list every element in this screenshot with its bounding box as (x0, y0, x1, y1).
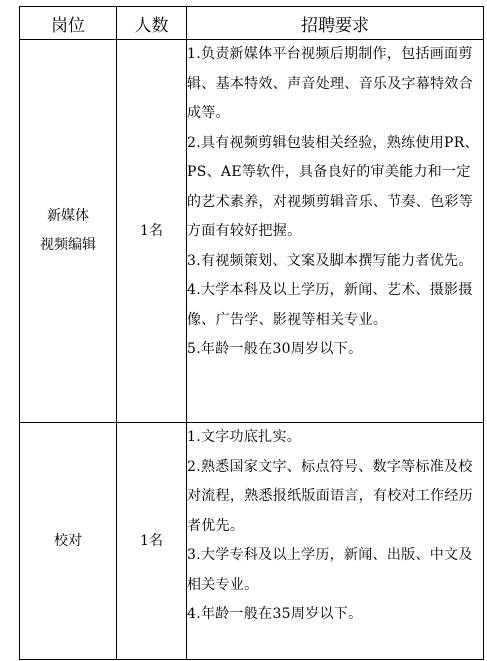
requirements-cell (187, 40, 484, 423)
requirement-item: 3.大学专科及以上学历，新闻、出版、中文及相关专业。 (187, 547, 473, 593)
count-cell: 1名 (117, 40, 187, 423)
table-row (20, 423, 484, 660)
requirement-item: 3.有视频策划、文案及脚本撰写能力者优先。 (187, 252, 473, 269)
requirement-item: 1.负责新媒体平台视频后期制作，包括画面剪辑、基本特效、声音处理、音乐及字幕特效合成等。 (187, 46, 473, 121)
position-name-line: 校对 (54, 532, 82, 549)
requirement-item: 2.具有视频剪辑包装相关经验，熟练使用PR、PS、AE等软件，具备良好的审美能力和一定的艺术素养，对视频剪辑音乐、节奏、色彩等方面有较好把握。 (187, 134, 479, 239)
requirement-item: 4.年龄一般在35周岁以下。 (187, 606, 363, 622)
header-position: 岗位 (20, 7, 117, 40)
requirement-item: 4.大学本科及以上学历，新闻、艺术、摄影摄像、广告学、影视等相关专业。 (187, 282, 473, 328)
position-cell (20, 40, 117, 423)
header-count: 人数 (117, 7, 187, 40)
requirement-item: 5.年龄一般在30周岁以下。 (187, 341, 363, 357)
position-name-line: 视频编辑 (40, 237, 96, 253)
count-cell: 1名 (117, 423, 187, 660)
requirement-item: 1.文字功底扎实。 (187, 429, 302, 445)
position-cell (20, 423, 117, 660)
recruitment-table (19, 6, 484, 660)
position-name-line: 新媒体 (47, 208, 89, 224)
requirements-cell (187, 423, 484, 660)
requirement-item: 2.熟悉国家文字、标点符号、数字等标准及校对流程，熟悉报纸版面语言，有校对工作经历者优先。 (187, 458, 473, 534)
table-row (20, 40, 484, 423)
table-header-row (20, 7, 484, 40)
header-requirements: 招聘要求 (187, 7, 484, 40)
